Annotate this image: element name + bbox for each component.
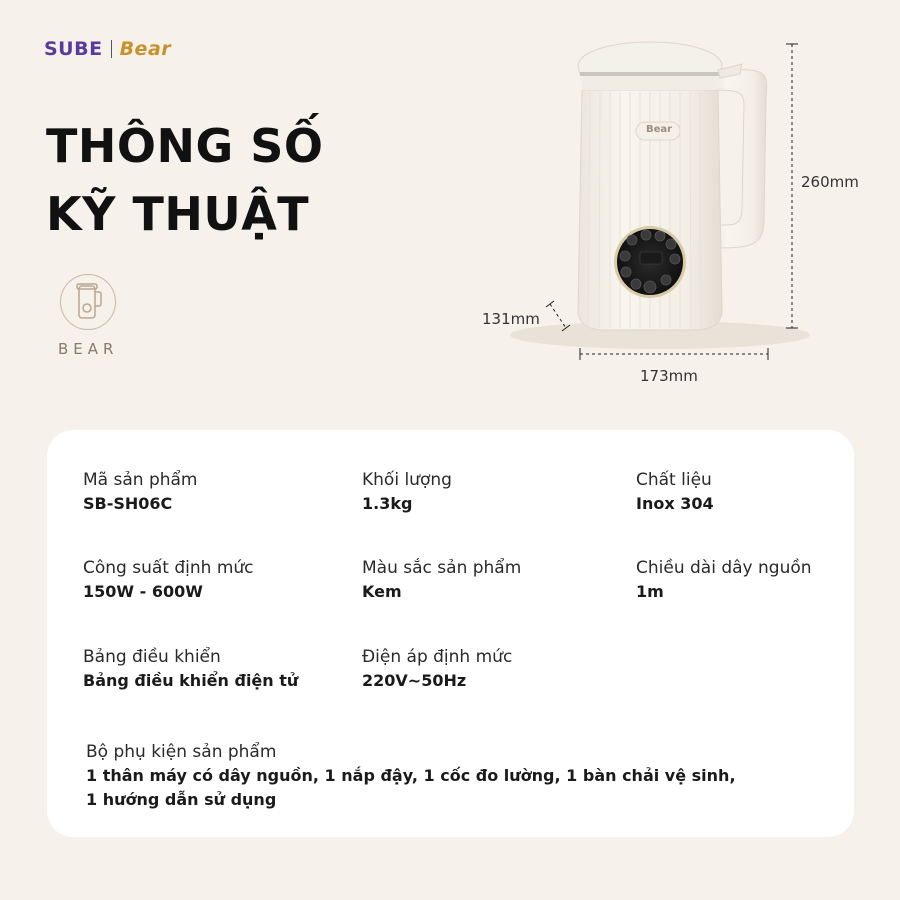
- spec-card: [47, 430, 854, 837]
- spec-label: Công suất định mức: [83, 558, 254, 578]
- bear-badge: [60, 274, 116, 330]
- brand-divider: [111, 40, 112, 58]
- spec-value: 150W - 600W: [83, 582, 203, 601]
- spec-value: 220V~50Hz: [362, 671, 467, 690]
- lid-logo: Bear: [646, 124, 673, 135]
- spec-color: [362, 556, 521, 604]
- page-title: [46, 112, 323, 248]
- spec-voltage: [362, 645, 512, 693]
- spec-value: 1m: [636, 582, 664, 601]
- spec-product-code: [83, 468, 197, 516]
- height-dimension: 260mm: [801, 173, 859, 191]
- spec-value: 1.3kg: [362, 494, 413, 513]
- badge-label: BEAR: [58, 340, 119, 358]
- depth-dimension: 131mm: [482, 310, 540, 328]
- spec-weight: [362, 468, 452, 516]
- spec-label: Chất liệu: [636, 470, 712, 490]
- soy-milk-maker-image: [470, 30, 890, 410]
- spec-label: Bộ phụ kiện sản phẩm: [86, 742, 277, 762]
- product-illustration: [470, 30, 890, 410]
- brand-bear: Bear: [119, 38, 172, 60]
- spec-value: Bảng điều khiển điện tử: [83, 671, 299, 690]
- spec-cord-length: [636, 556, 812, 604]
- spec-control-panel: [83, 645, 298, 693]
- spec-material: [636, 468, 714, 516]
- spec-value: SB-SH06C: [83, 494, 173, 513]
- spec-power: [83, 556, 254, 604]
- title-line-2: KỸ THUẬT: [46, 187, 310, 241]
- spec-value: 1 hướng dẫn sử dụng: [86, 790, 277, 809]
- title-line-1: THÔNG SỐ: [46, 119, 324, 173]
- spec-value: 1 thân máy có dây nguồn, 1 nắp đậy, 1 cốc đo lường, 1 bàn chải vệ sinh,: [86, 766, 736, 785]
- spec-label: Điện áp định mức: [362, 647, 513, 667]
- spec-label: Khối lượng: [362, 470, 452, 490]
- blender-icon: [71, 282, 105, 322]
- brand-logo: [44, 38, 171, 60]
- spec-label: Mã sản phẩm: [83, 470, 198, 490]
- spec-label: Bảng điều khiển: [83, 647, 221, 667]
- spec-label: Chiều dài dây nguồn: [636, 558, 812, 578]
- width-dimension: 173mm: [640, 367, 698, 385]
- spec-accessories: [86, 740, 736, 812]
- brand-sube: SUBE: [44, 38, 103, 60]
- spec-value: Inox 304: [636, 494, 714, 513]
- spec-label: Màu sắc sản phẩm: [362, 558, 522, 578]
- spec-value: Kem: [362, 582, 402, 601]
